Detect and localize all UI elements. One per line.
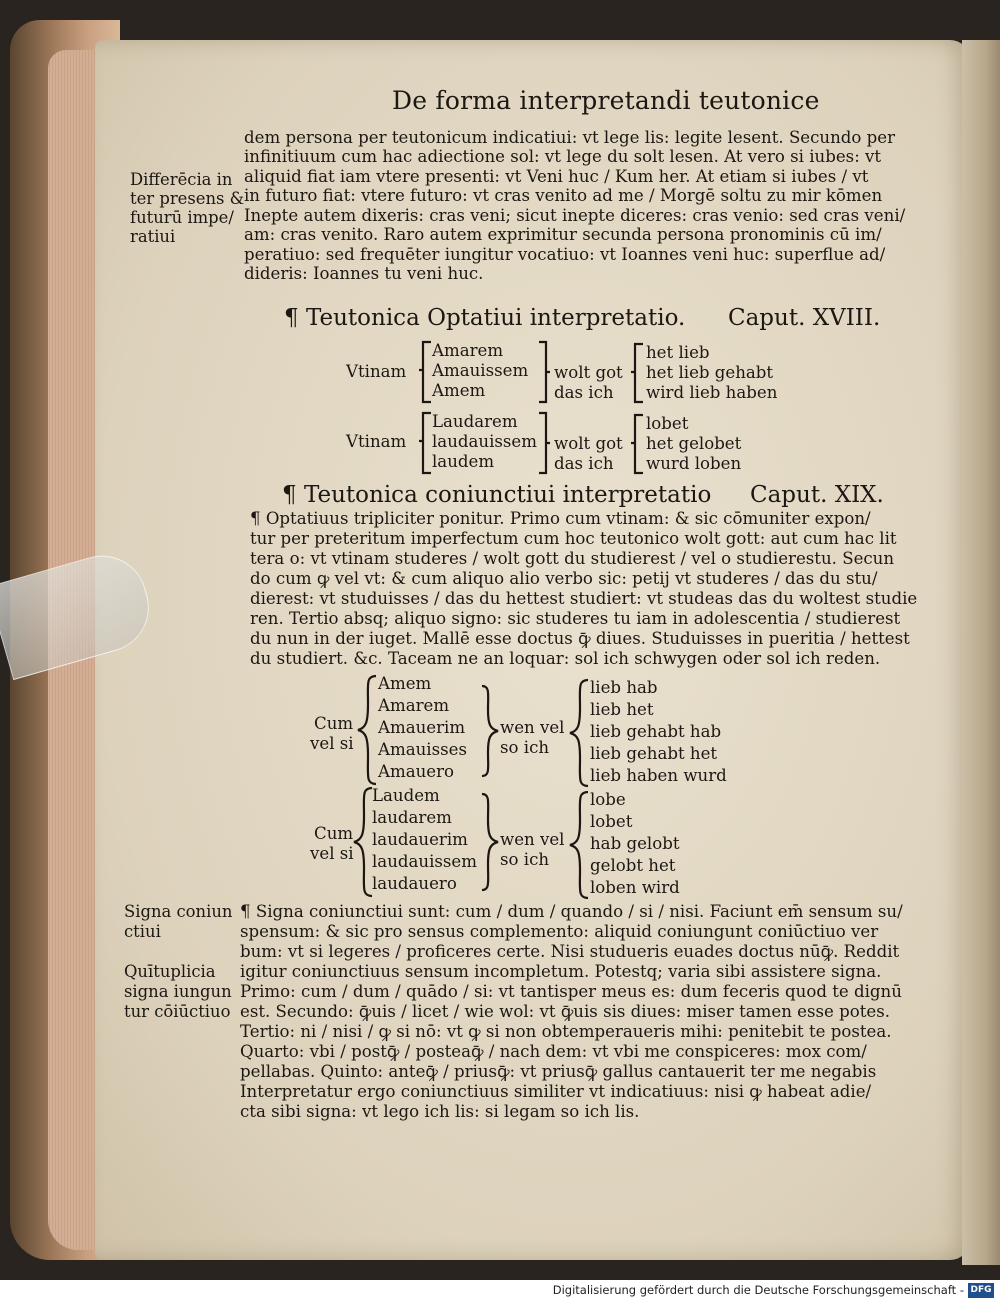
table-lead: Cum — [314, 714, 354, 733]
german-form: lieb het — [590, 700, 654, 719]
latin-form: laudauero — [372, 874, 457, 893]
margin-line: Differēcia in — [130, 170, 233, 189]
margin-line: ratiui — [130, 227, 176, 246]
german-form: lieb hab — [590, 678, 658, 697]
german-aux: das ich — [554, 383, 614, 402]
latin-form: Amarem — [378, 696, 450, 715]
german-aux: wolt got — [554, 434, 623, 453]
text-line: Tertio: ni / nisi / ꝙ si nō: vt ꝙ si non obtemperaueris mihi: penitebit te postea. — [240, 1022, 892, 1041]
german-form: gelobt het — [590, 856, 676, 875]
latin-form: Amem — [432, 381, 486, 400]
chapter-18-caput: Caput. XVIII. — [728, 305, 881, 331]
curly-brace-left — [568, 790, 590, 900]
gutter-edge — [962, 40, 1000, 1265]
german-form: lieb gehabt het — [590, 744, 718, 763]
latin-form: Amem — [378, 674, 432, 693]
text-line: Inepte autem dixeris: cras veni; sicut inepte diceres: cras venio: sed cras veni/ — [244, 206, 906, 225]
margin-line: ter presens & — [130, 189, 245, 208]
text-line: du studiert. &c. Taceam ne an loquar: sol ich schwygen oder sol ich reden. — [250, 649, 881, 668]
german-form: het lieb gehabt — [646, 363, 774, 382]
curly-brace-right — [480, 684, 500, 778]
text-line: cta sibi signa: vt lego ich lis: si legam so ich lis. — [240, 1102, 640, 1121]
text-line: ¶ Signa coniunctiui sunt: cum / dum / quando / si / nisi. Faciunt em̄ sensum su/ — [240, 902, 903, 921]
latin-form: Laudem — [372, 786, 440, 805]
margin-line: tur cōiūctiuo — [124, 1002, 231, 1021]
text-line: Quarto: vbi / postꝙ̄ / posteaꝙ̄ / nach dem: vt vbi me conspiceres: mox com/ — [240, 1042, 867, 1061]
text-line: dierest: vt studuisses / das du hettest studiert: vt studeas das du woltest studie — [250, 589, 918, 608]
table-lead: Vtinam — [346, 362, 407, 381]
table-lead: vel si — [310, 734, 354, 753]
latin-form: Amauero — [378, 762, 455, 781]
bracket-left — [418, 340, 434, 404]
bracket-left — [630, 342, 646, 404]
margin-line: Signa coniun — [124, 902, 233, 921]
margin-line: ctiui — [124, 922, 161, 941]
text-line: ren. Tertio absq; aliquo signo: sic studeres tu iam in adolescentia / studierest — [250, 609, 901, 628]
margin-line: futurū impe/ — [130, 208, 234, 227]
text-line: Primo: cum / dum / quādo / si: vt tantisper meus es: dum feceris quod te dignū — [240, 982, 902, 1001]
bracket-left — [630, 413, 646, 475]
curly-brace-left — [356, 674, 378, 786]
latin-form: Amauisses — [378, 740, 467, 759]
latin-form: Amauissem — [432, 361, 529, 380]
german-form: het gelobet — [646, 434, 742, 453]
text-line: spensum: & sic pro sensus complemento: aliquid coniungunt coniūctiuo ver — [240, 922, 879, 941]
latin-form: laudarem — [372, 808, 452, 827]
bracket-left — [418, 411, 434, 475]
german-form: hab gelobt — [590, 834, 680, 853]
german-aux: wen vel — [500, 830, 565, 849]
text-line: du nun in der iuget. Mallē esse doctus ꝙ̄ diues. Studuisses in pueritia / hettest — [250, 629, 910, 648]
german-aux: das ich — [554, 454, 614, 473]
german-aux: so ich — [500, 850, 550, 869]
text-line: bum: vt si legeres / proficeres certe. Nisi studueris euades doctus nūꝙ̄. Reddit — [240, 942, 900, 961]
bracket-right — [536, 340, 552, 404]
curly-brace-left — [352, 786, 374, 898]
german-aux: so ich — [500, 738, 550, 757]
text-line: infinitiuum cum hac adiectione sol: vt lege du solt lesen. At vero si iubes: vt — [244, 147, 882, 166]
german-form: lobet — [646, 414, 689, 433]
bracket-right — [536, 411, 552, 475]
chapter-19-caput: Caput. XIX. — [750, 482, 884, 508]
chapter-18-title: ¶ Teutonica Optatiui interpretatio. — [284, 305, 686, 331]
curly-brace-right — [480, 792, 500, 892]
text-line: dideris: Ioannes tu veni huc. — [244, 264, 484, 283]
german-aux: wen vel — [500, 718, 565, 737]
german-form: lieb gehabt hab — [590, 722, 722, 741]
margin-line: signa iungun — [124, 982, 232, 1001]
latin-form: laudem — [432, 452, 495, 471]
text-line: am: cras venito. Raro autem exprimitur secunda persona pronominis cū im/ — [244, 225, 882, 244]
latin-form: laudauissem — [432, 432, 537, 451]
text-line: do cum ꝙ vel vt: & cum aliquo alio verbo sic: petij vt studeres / das du stu/ — [250, 569, 878, 588]
text-line: in futuro fiat: vtere futuro: vt cras venito ad me / Morgē soltu zu mir kōmen — [244, 186, 883, 205]
latin-form: Amarem — [432, 341, 504, 360]
german-aux: wolt got — [554, 363, 623, 382]
german-form: het lieb — [646, 343, 710, 362]
dfg-logo: DFG — [968, 1283, 994, 1298]
latin-form: Laudarem — [432, 412, 518, 431]
text-line: Interpretatur ergo coniunctiuus similiter vt indicatiuus: nisi ꝙ habeat adie/ — [240, 1082, 872, 1101]
running-head: De forma interpretandi teutonice — [392, 86, 820, 115]
text-line: est. Secundo: ꝙ̄uis / licet / wie wol: vt ꝙ̄uis sis diues: miser tamen esse potes. — [240, 1002, 891, 1021]
german-form: lobet — [590, 812, 633, 831]
text-line: tur per preteritum imperfectum cum hoc teutonico wolt gott: aut cum hac lit — [250, 529, 897, 548]
table-lead: vel si — [310, 844, 354, 863]
digitization-credit: Digitalisierung gefördert durch die Deutsche Forschungsgemeinschaft - — [552, 1283, 964, 1297]
curly-brace-left — [568, 678, 590, 788]
latin-form: laudauissem — [372, 852, 477, 871]
text-line: tera o: vt vtinam studeres / wolt gott du studierest / vel o studierestu. Secun — [250, 549, 895, 568]
text-line: dem persona per teutonicum indicatiui: vt lege lis: legite lesent. Secundo per — [244, 128, 896, 147]
table-lead: Cum — [314, 824, 354, 843]
latin-form: laudauerim — [372, 830, 468, 849]
german-form: wurd loben — [646, 454, 742, 473]
text-line: igitur coniunctiuus sensum incompletum. Potestq; varia sibi assistere signa. — [240, 962, 882, 981]
german-form: lieb haben wurd — [590, 766, 727, 785]
text-line: pellabas. Quinto: anteꝙ̄ / priusꝙ̄: vt priusꝙ̄ gallus cantauerit ter me negabis — [240, 1062, 877, 1081]
text-line: peratiuo: sed frequēter iungitur vocatiuo: vt Ioannes veni huc: superflue ad/ — [244, 245, 886, 264]
latin-form: Amauerim — [378, 718, 466, 737]
margin-line: Quītuplicia — [124, 962, 216, 981]
text-line: ¶ Optatiuus tripliciter ponitur. Primo cum vtinam: & sic cōmuniter expon/ — [250, 509, 871, 528]
table-lead: Vtinam — [346, 432, 407, 451]
chapter-19-title: ¶ Teutonica coniunctiui interpretatio — [282, 482, 712, 508]
text-line: aliquid fiat iam vtere presenti: vt Veni huc / Kum her. At etiam si iubes / vt — [244, 167, 869, 186]
german-form: lobe — [590, 790, 626, 809]
german-form: loben wird — [590, 878, 680, 897]
german-form: wird lieb haben — [646, 383, 778, 402]
